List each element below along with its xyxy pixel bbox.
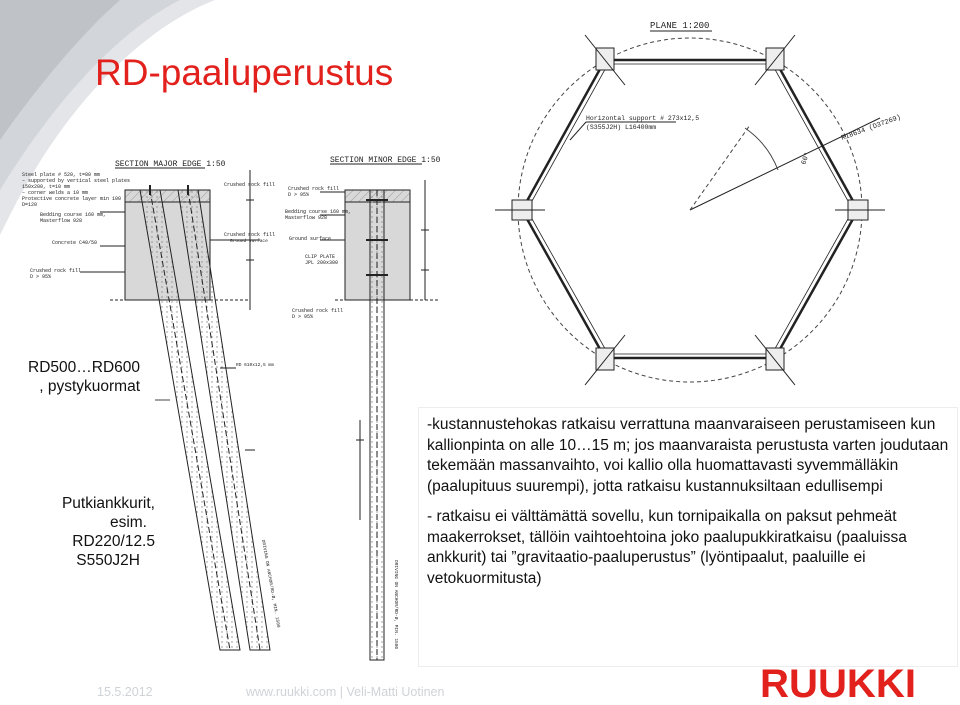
anchor-text-1: DRIVING ON ANCHOR/RD-Ø, MIN. 1500	[260, 539, 281, 629]
horizontal-support-1: Horizontal support # 273x12,5	[586, 115, 700, 122]
body-paragraph-1: -kustannustehokas ratkaisu verrattuna maanvaraiseen perustamiseen kun kallionpinta on alle 10…15 m; jos maanvaraista perustusta varten joudutaan tekemään massanvaihto, voi kallio olla huomattavasti syvemmälläkin (paalupituus suurempi), jotta ratkaisu kustannuksiltaan edullisempi	[427, 416, 949, 495]
footer-date: 15.5.2012	[97, 685, 153, 699]
radius-label: R18634 (D37269)	[840, 113, 903, 143]
notes-major-6: D=120	[22, 202, 38, 208]
section-major-title: SECTION MAJOR EDGE 1:50	[115, 160, 226, 169]
notes-major-4: – corner welds a 10 mm	[22, 190, 89, 196]
left-label-1-line-2: , pystykuormat	[39, 378, 140, 395]
left-label-2-line-2: esim.	[109, 514, 147, 531]
crushed-rock-minor-3: Crushed rock fill	[292, 308, 344, 314]
section-major-edge	[22, 160, 282, 650]
bedding-minor-2: Masterflow 928	[285, 215, 328, 221]
body-text-box	[418, 407, 958, 667]
notes-major-3: 150x200, t=10 mm	[22, 184, 71, 190]
body-paragraph-2: - ratkaisu ei välttämättä sovellu, kun tornipaikalla on paksut pehmeät maakerrokset, tällöin vaihtoehtoina joko paalupukkiratkaisu (paaluissa ankkurit) tai ”gravitaatio-paaluperustus” (lyöntipaalut, paaluille ei vetokuormitusta)	[427, 508, 907, 587]
anchor-text-2: DRIVING ON ANCHOR/RD-Ø, MIN. 1500	[393, 560, 398, 650]
notes-major-1: Steel plate # 520, t=80 mm	[22, 172, 101, 178]
concrete-label: Concrete C40/50	[52, 240, 98, 246]
plane-title: PLANE 1:200	[650, 21, 710, 31]
bedding-major-2: Masterflow 928	[40, 218, 83, 224]
ground-surface-minor: Ground surface	[289, 236, 332, 242]
slide-title: RD-paaluperustus	[95, 52, 394, 93]
footer-site: www.ruukki.com | Veli-Matti Uotinen	[246, 685, 445, 699]
logo-text: RUUKKI	[760, 663, 916, 703]
crushed-rock-major-1: Crushed rock fill	[30, 268, 82, 274]
plane-view	[495, 21, 902, 385]
notes-major-5: Protective concrete layer min 100	[22, 196, 122, 202]
crushed-rock-right-2: Crushed rock fill	[224, 182, 276, 188]
clip-plate-1: CLIP PLATE	[305, 254, 336, 260]
pile-label: RD 610x12,5 mm	[236, 363, 274, 368]
left-label-2-line-4: S550J2H	[76, 552, 140, 569]
notes-major-2: – supported by vertical steel plates	[22, 178, 131, 184]
bedding-major-1: Bedding course 160 mm,	[40, 212, 107, 218]
left-label-putkiankkurit	[5, 494, 155, 570]
horizontal-support-2: (S355J2H) L16400mm	[586, 124, 657, 131]
ruukki-logo	[758, 663, 918, 703]
crushed-rock-minor-2: D > 95%	[288, 192, 310, 198]
crushed-rock-right-1: Crushed rock fill	[224, 232, 276, 238]
crushed-rock-major-2: D > 95%	[30, 274, 52, 280]
left-label-2-line-3: RD220/12.5	[72, 533, 155, 550]
clip-plate-2: JPL 200x300	[305, 260, 339, 266]
left-label-2-line-1: Putkiankkurit,	[61, 495, 155, 512]
crushed-rock-minor-1: Crushed rock fill	[288, 186, 340, 192]
section-minor-title: SECTION MINOR EDGE 1:50	[330, 156, 441, 165]
bedding-minor-1: Bedding course 160 mm,	[285, 209, 352, 215]
crushed-rock-minor-4: D > 95%	[292, 314, 314, 320]
ground-surface-major: Ground surface	[230, 239, 268, 244]
angle-label: 60°	[800, 151, 813, 167]
left-label-pystykuormat	[5, 358, 140, 396]
left-label-1-line-1: RD500…RD600	[28, 359, 140, 376]
